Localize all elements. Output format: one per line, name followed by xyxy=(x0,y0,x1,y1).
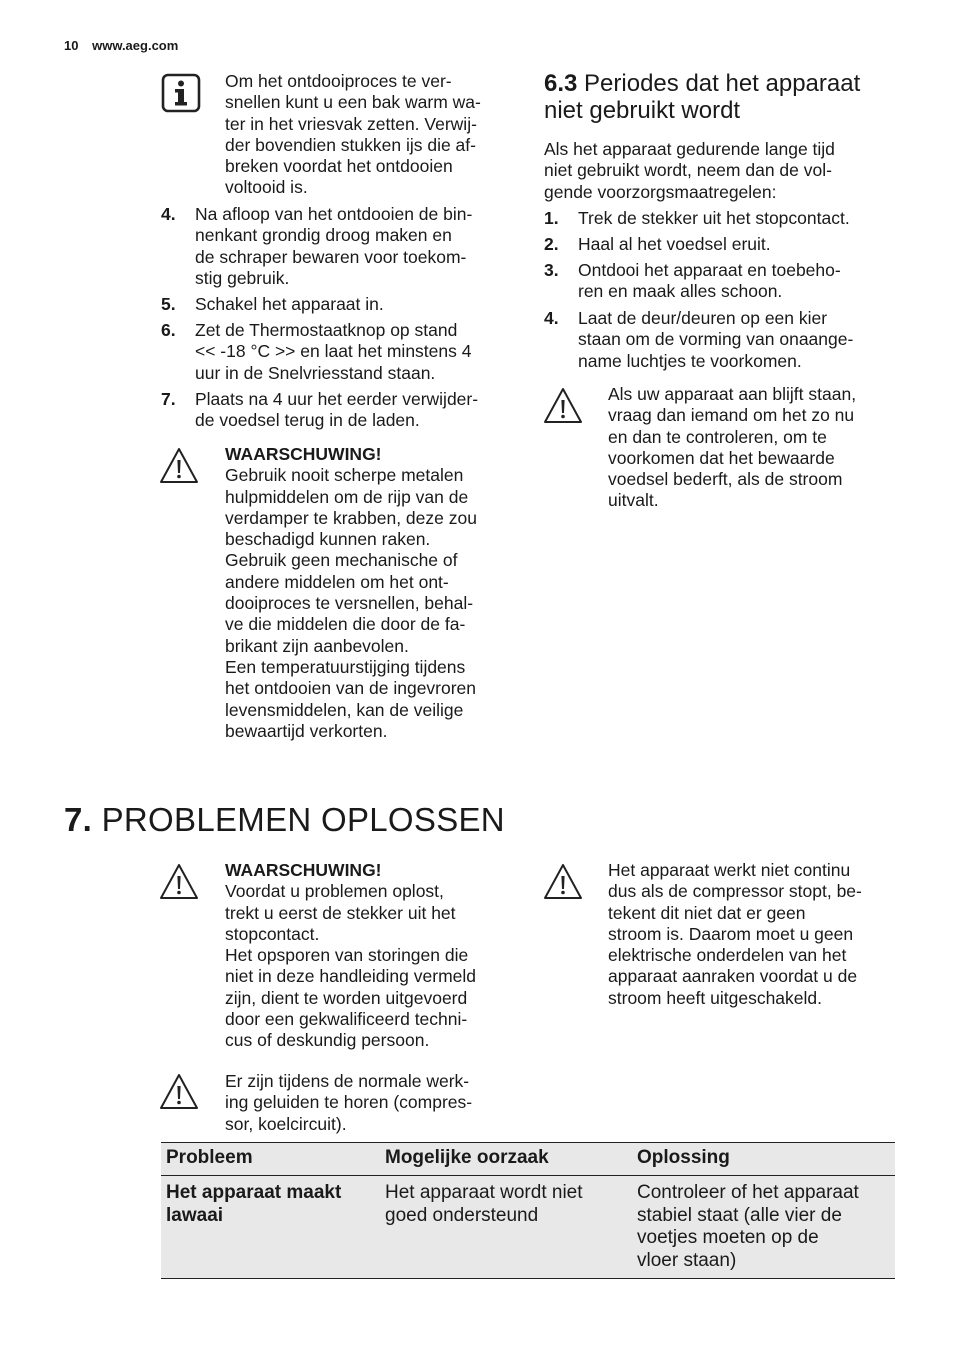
text-line: Controleer of het apparaat xyxy=(637,1182,859,1203)
table-row xyxy=(161,1176,895,1279)
info-note-text xyxy=(225,71,481,199)
text-line: Gebruik geen mechanische of xyxy=(225,550,458,571)
warning-text xyxy=(225,1071,472,1135)
text-line: uitvalt. xyxy=(608,490,659,511)
table-header-row xyxy=(161,1143,895,1176)
text-line: Schakel het apparaat in. xyxy=(195,294,384,314)
section-title: Periodes dat het apparaat xyxy=(584,70,861,97)
text-line: Om het ontdooiproces te ver- xyxy=(225,71,452,91)
text-line: ter in het vriesvak zetten. Verwij- xyxy=(225,113,477,134)
text-line: voedsel bederft, als de stroom xyxy=(608,469,843,490)
section-intro xyxy=(544,139,835,203)
warning-heading: WAARSCHUWING! xyxy=(225,444,382,464)
section-number: 6.3 xyxy=(544,70,578,97)
text-line: apparaat aanraken voordat u de xyxy=(608,966,858,987)
text-line: andere middelen om het ont- xyxy=(225,571,449,592)
text-line: tekent dit niet dat er geen xyxy=(608,902,806,923)
text-line: gende voorzorgsmaatregelen: xyxy=(544,181,777,202)
step-number: 4. xyxy=(544,308,559,328)
chapter-number: 7. xyxy=(64,801,93,838)
text-line: Plaats na 4 uur het eerder verwijder- xyxy=(195,389,479,409)
text-line: ve die middelen die door de fa- xyxy=(225,614,466,635)
text-line: brikant zijn aanbevolen. xyxy=(225,635,409,656)
text-line: Er zijn tijdens de normale werk- xyxy=(225,1071,470,1091)
text-line: Het apparaat wordt niet xyxy=(385,1182,583,1203)
text-line: sor, koelcircuit). xyxy=(225,1113,347,1134)
text-line: beschadigd kunnen raken. xyxy=(225,529,431,550)
step-number: 5. xyxy=(161,294,176,314)
text-line: vloer staan) xyxy=(637,1249,737,1271)
chapter-title-text: PROBLEMEN OPLOSSEN xyxy=(101,801,505,838)
text-line: Haal al het voedsel eruit. xyxy=(578,234,771,254)
text-line: en dan te controleren, om te xyxy=(608,426,827,447)
website-url: www.aeg.com xyxy=(92,38,179,53)
warning-icon xyxy=(159,862,199,902)
troubleshooting-table xyxy=(161,1142,895,1279)
text-line: uur in de Snelvriesstand staan. xyxy=(195,362,436,383)
page-header xyxy=(64,38,188,53)
step-number: 4. xyxy=(161,204,176,224)
text-line: Het apparaat maakt xyxy=(166,1182,342,1203)
chapter-title xyxy=(64,800,505,840)
text-line: voetjes moeten op de xyxy=(637,1227,819,1248)
text-line: dooiproces te versnellen, behal- xyxy=(225,593,474,614)
text-line: ren en maak alles schoon. xyxy=(578,281,783,302)
page-number: 10 xyxy=(64,38,79,53)
text-line: der bovendien stukken ijs die af- xyxy=(225,134,476,155)
text-line: stroom heeft uitgeschakeld. xyxy=(608,987,823,1008)
step-number: 6. xyxy=(161,320,176,340)
text-line: voorkomen dat het bewaarde xyxy=(608,447,835,468)
text-line: ing geluiden te horen (compres- xyxy=(225,1092,473,1113)
warning-text xyxy=(608,860,862,1009)
warning-icon xyxy=(159,1072,199,1112)
text-line: niet gebruikt wordt, neem dan de vol- xyxy=(544,160,832,181)
text-line: Een temperatuurstijging tijdens xyxy=(225,656,466,677)
text-line: Als uw apparaat aan blijft staan, xyxy=(608,384,857,404)
text-line: stroom is. Daarom moet u geen xyxy=(608,923,854,944)
section-title-line: niet gebruikt wordt xyxy=(544,97,741,124)
warning-icon xyxy=(543,862,583,902)
text-line: << -18 °C >> en laat het minstens 4 xyxy=(195,341,472,362)
problem-cell xyxy=(161,1176,380,1279)
text-line: Ontdooi het apparaat en toebeho- xyxy=(578,260,841,280)
text-line: name luchtjes te voorkomen. xyxy=(578,350,802,371)
text-line: bewaartijd verkorten. xyxy=(225,720,388,741)
step-number: 3. xyxy=(544,260,559,280)
text-line: nenkant grondig droog maken en xyxy=(195,225,452,246)
text-line: Voordat u problemen oplost, xyxy=(225,881,444,902)
text-line: trekt u eerst de stekker uit het xyxy=(225,902,456,923)
text-line: Gebruik nooit scherpe metalen xyxy=(225,465,464,486)
text-line: Laat de deur/deuren op een kier xyxy=(578,308,828,328)
text-line: Zet de Thermostaatknop op stand xyxy=(195,320,458,340)
section-heading xyxy=(544,70,860,124)
text-line: levensmiddelen, kan de veilige xyxy=(225,699,464,720)
text-line: breken voordat het ontdooien xyxy=(225,156,453,177)
warning-heading: WAARSCHUWING! xyxy=(225,860,382,880)
text-line: door een gekwalificeerd techni- xyxy=(225,1009,468,1030)
text-line: voltooid is. xyxy=(225,177,308,198)
solution-cell xyxy=(632,1176,895,1279)
step-number: 1. xyxy=(544,208,559,228)
text-line: zijn, dient te worden uitgevoerd xyxy=(225,987,468,1008)
text-line: staan om de vorming van onaange- xyxy=(578,329,854,350)
text-line: elektrische onderdelen van het xyxy=(608,945,847,966)
text-line: stopcontact. xyxy=(225,923,320,944)
text-line: Na afloop van het ontdooien de bin- xyxy=(195,204,473,224)
warning-icon xyxy=(159,446,199,486)
warning-text xyxy=(225,860,476,1052)
text-line: stabiel staat (alle vier de xyxy=(637,1204,842,1226)
text-line: Het apparaat werkt niet continu xyxy=(608,860,851,880)
column-header: Oplossing xyxy=(632,1143,895,1176)
text-line: lawaai xyxy=(166,1204,224,1226)
text-line: de schraper bewaren voor toekom- xyxy=(195,246,467,267)
cause-cell xyxy=(380,1176,632,1279)
column-header: Probleem xyxy=(161,1143,380,1176)
text-line: hulpmiddelen om de rijp van de xyxy=(225,486,469,507)
text-line: Trek de stekker uit het stopcontact. xyxy=(578,208,850,228)
text-line: Als het apparaat gedurende lange tijd xyxy=(544,139,835,159)
text-line: niet in deze handleiding vermeld xyxy=(225,966,476,987)
step-number: 2. xyxy=(544,234,559,254)
column-header: Mogelijke oorzaak xyxy=(380,1143,632,1176)
text-line: goed ondersteund xyxy=(385,1204,539,1226)
text-line: cus of deskundig persoon. xyxy=(225,1030,430,1051)
text-line: Het opsporen van storingen die xyxy=(225,945,469,966)
text-line: dus als de compressor stopt, be- xyxy=(608,881,862,902)
step-number: 7. xyxy=(161,389,176,409)
text-line: de voedsel terug in de laden. xyxy=(195,410,420,431)
text-line: het ontdooien van de ingevroren xyxy=(225,678,477,699)
warning-icon xyxy=(543,386,583,426)
info-icon xyxy=(161,73,201,113)
text-line: snellen kunt u een bak warm wa- xyxy=(225,92,481,113)
warning-text xyxy=(225,444,477,742)
text-line: verdamper te krabben, deze zou xyxy=(225,507,477,528)
text-line: stig gebruik. xyxy=(195,267,290,288)
warning-text xyxy=(608,384,856,512)
text-line: vraag dan iemand om het zo nu xyxy=(608,405,855,426)
